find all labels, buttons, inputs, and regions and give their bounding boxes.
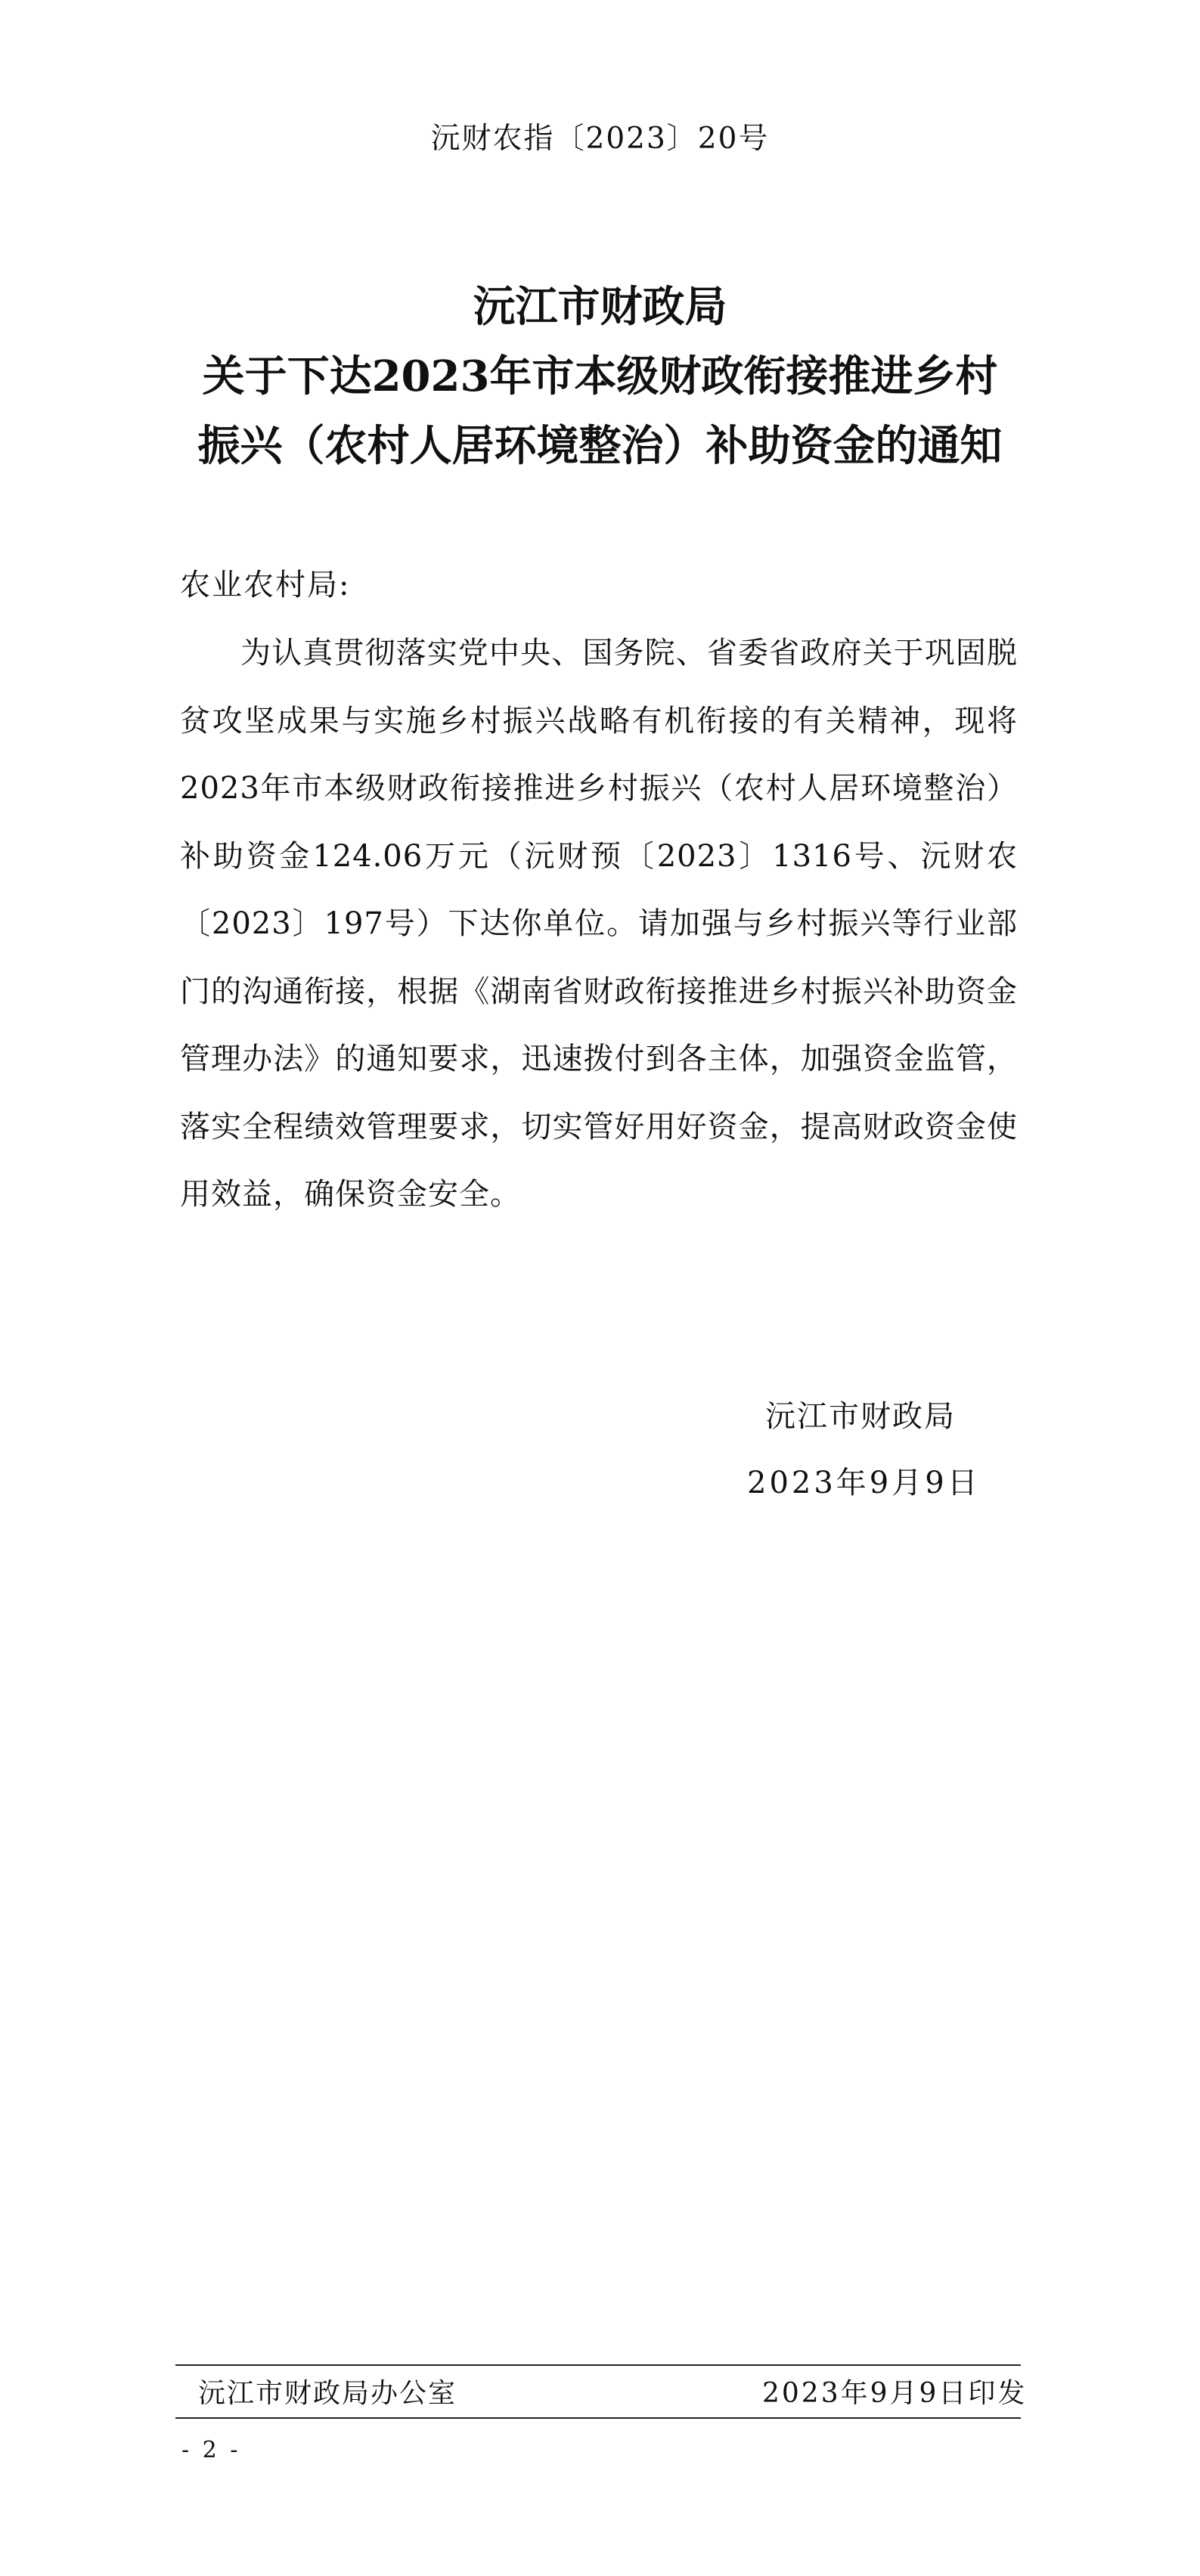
title-line-issuer: 沅江市财政局	[473, 282, 727, 332]
footer-print-date: 2023年9月9日印发	[762, 2378, 1028, 2409]
footer-divider-top	[175, 2364, 1021, 2366]
addressee: 农业农村局:	[180, 568, 351, 602]
footer-issuer: 沅江市财政局办公室	[198, 2378, 457, 2409]
footer-divider-bottom	[175, 2417, 1021, 2419]
document-number: 沅财农指〔2023〕20号	[430, 122, 770, 156]
body-paragraph: 为认真贯彻落实党中央、国务院、省委省政府关于巩固脱贫攻坚成果与实施乡村振兴战略有机衔接的有关精神，现将2023年市本级财政衔接推进乡村振兴（农村人居环境整治）补助资金124.06万元（沅财预〔2023〕1316号、沅财农〔2023〕197号）下达你单位。请加强与乡村振兴等行业部门的沟通衔接，根据《湖南省财政衔接推进乡村振兴补助资金管理办法》的通知要求，迅速拨付到各主体，加强资金监管，落实全程绩效管理要求，切实管好用好资金，提高财政资金使用效益，确保资金安全。	[180, 636, 1018, 1212]
title-line-subject-1: 关于下达2023年市本级财政衔接推进乡村	[202, 351, 998, 401]
document-title	[0, 272, 1200, 481]
title-line-subject-2: 振兴（农村人居环境整治）补助资金的通知	[197, 421, 1003, 471]
signature-org: 沅江市财政局	[765, 1399, 956, 1434]
signature-date: 2023年9月9日	[747, 1466, 981, 1500]
page-number: - 2 -	[181, 2437, 241, 2463]
